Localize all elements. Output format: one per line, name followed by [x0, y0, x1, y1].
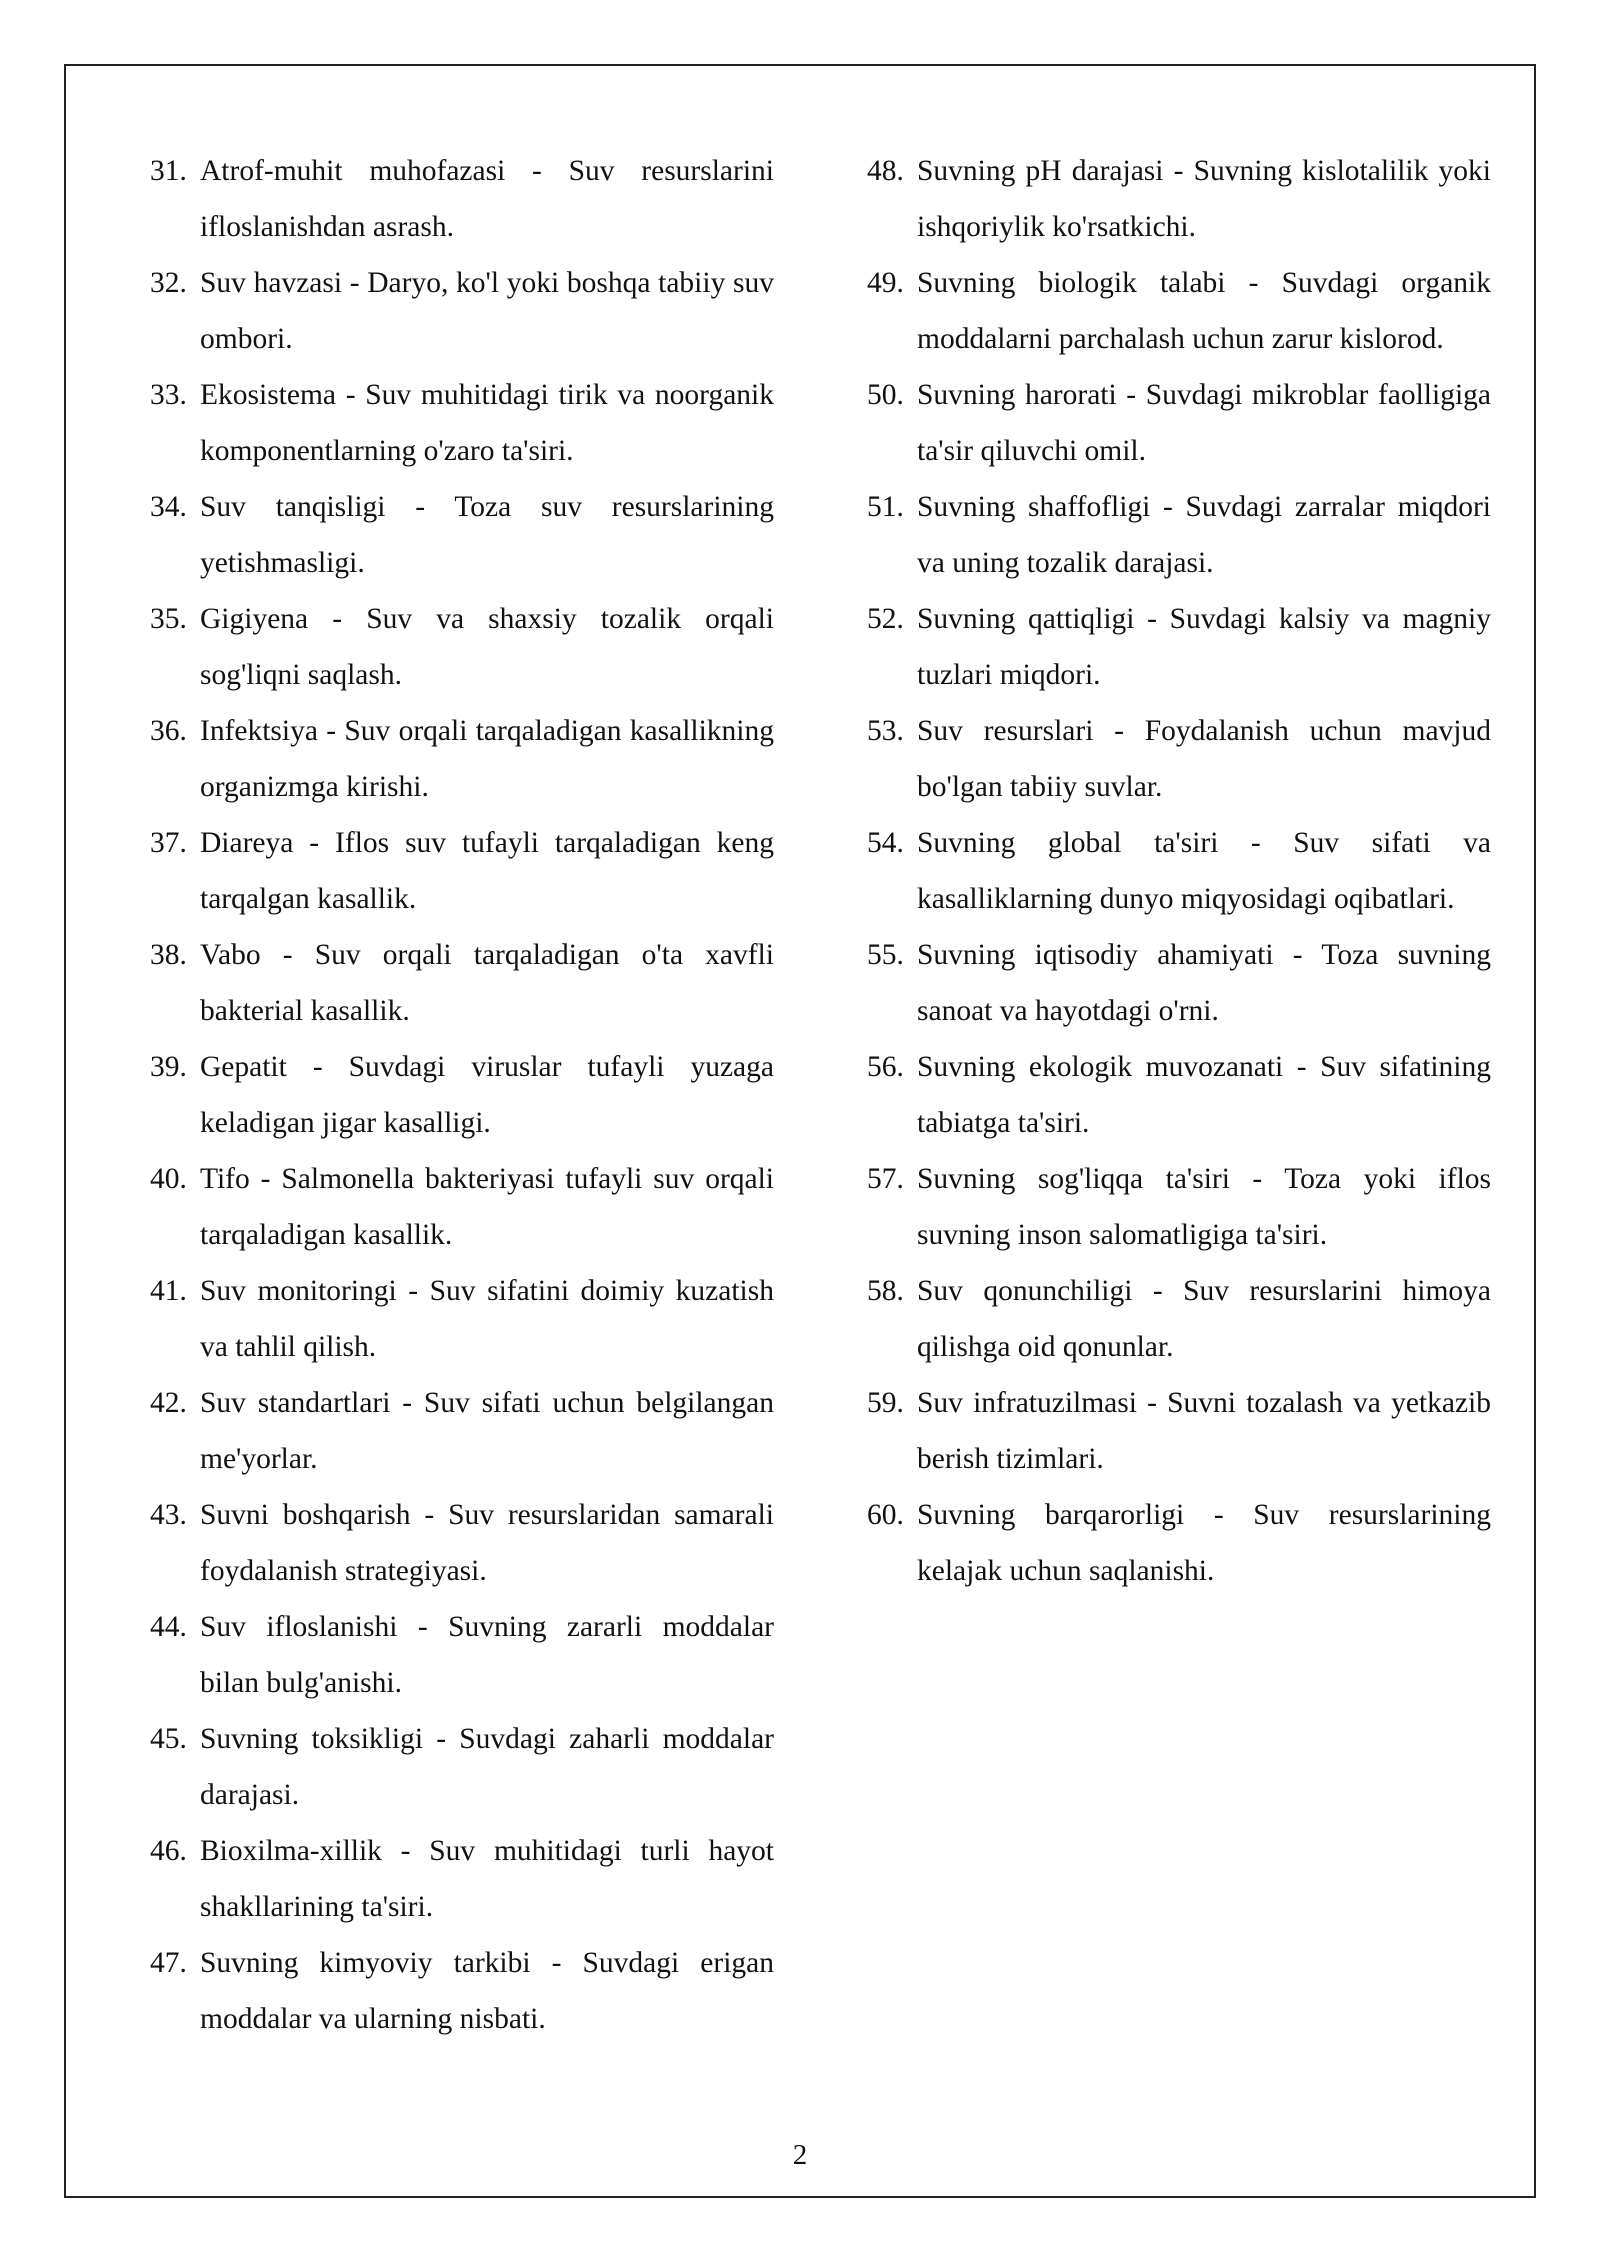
item-text: Suv standartlari - Suv sifati uchun belgilangan me'yorlar. [200, 1387, 774, 1475]
list-item [150, 1935, 774, 2047]
item-number: 36. [150, 715, 187, 747]
item-number: 40. [150, 1163, 187, 1195]
list-item [150, 703, 774, 815]
item-text: Suvning global ta'siri - Suv sifati va kasalliklarning dunyo miqyosidagi oqibatlari. [917, 827, 1491, 915]
list-item [867, 367, 1491, 479]
item-text: Bioxilma-xillik - Suv muhitidagi turli hayot shakllarining ta'siri. [200, 1835, 774, 1923]
list-item [867, 1151, 1491, 1263]
list-item [150, 1599, 774, 1711]
item-text: Suvning pH darajasi - Suvning kislotalilik yoki ishqoriylik ko'rsatkichi. [917, 155, 1491, 243]
list-item [150, 479, 774, 591]
item-text: Suvning iqtisodiy ahamiyati - Toza suvning sanoat va hayotdagi o'rni. [917, 939, 1491, 1027]
item-text: Vabo - Suv orqali tarqaladigan o'ta xavfli bakterial kasallik. [200, 939, 774, 1027]
item-text: Suvning sog'liqqa ta'siri - Toza yoki iflos suvning inson salomatligiga ta'siri. [917, 1163, 1491, 1251]
item-number: 38. [150, 939, 187, 971]
item-number: 51. [867, 491, 904, 523]
list-item [150, 815, 774, 927]
item-text: Infektsiya - Suv orqali tarqaladigan kasallikning organizmga kirishi. [200, 715, 774, 803]
item-number: 48. [867, 155, 904, 187]
item-text: Tifo - Salmonella bakteriyasi tufayli suv orqali tarqaladigan kasallik. [200, 1163, 774, 1251]
item-text: Suvning shaffofligi - Suvdagi zarralar miqdori va uning tozalik darajasi. [917, 491, 1491, 579]
item-number: 60. [867, 1499, 904, 1531]
item-number: 58. [867, 1275, 904, 1307]
item-text: Suvning qattiqligi - Suvdagi kalsiy va magniy tuzlari miqdori. [917, 603, 1491, 691]
item-number: 57. [867, 1163, 904, 1195]
list-item [150, 1263, 774, 1375]
item-number: 46. [150, 1835, 187, 1867]
item-text: Suvni boshqarish - Suv resurslaridan samarali foydalanish strategiyasi. [200, 1499, 774, 1587]
list-item [150, 1151, 774, 1263]
item-text: Suvning harorati - Suvdagi mikroblar faolligiga ta'sir qiluvchi omil. [917, 379, 1491, 467]
item-number: 33. [150, 379, 187, 411]
item-number: 54. [867, 827, 904, 859]
list-item [150, 1823, 774, 1935]
left-column-list [150, 143, 774, 2047]
item-number: 45. [150, 1723, 187, 1755]
item-text: Suvning toksikligi - Suvdagi zaharli moddalar darajasi. [200, 1723, 774, 1811]
item-number: 47. [150, 1947, 187, 1979]
list-item [867, 815, 1491, 927]
list-item [867, 255, 1491, 367]
item-number: 44. [150, 1611, 187, 1643]
item-number: 39. [150, 1051, 187, 1083]
list-item [150, 143, 774, 255]
item-text: Ekosistema - Suv muhitidagi tirik va noorganik komponentlarning o'zaro ta'siri. [200, 379, 774, 467]
item-number: 53. [867, 715, 904, 747]
item-number: 42. [150, 1387, 187, 1419]
item-number: 35. [150, 603, 187, 635]
item-text: Gepatit - Suvdagi viruslar tufayli yuzaga keladigan jigar kasalligi. [200, 1051, 774, 1139]
item-number: 59. [867, 1387, 904, 1419]
list-item [150, 927, 774, 1039]
item-text: Suvning kimyoviy tarkibi - Suvdagi erigan moddalar va ularning nisbati. [200, 1947, 774, 2035]
list-item [867, 591, 1491, 703]
item-number: 56. [867, 1051, 904, 1083]
item-text: Suv tanqisligi - Toza suv resurslarining yetishmasligi. [200, 491, 774, 579]
list-item [867, 479, 1491, 591]
list-item [867, 1487, 1491, 1599]
list-item [150, 1711, 774, 1823]
item-number: 41. [150, 1275, 187, 1307]
item-text: Suv havzasi - Daryo, ko'l yoki boshqa tabiiy suv ombori. [200, 267, 774, 355]
item-text: Suv resurslari - Foydalanish uchun mavjud bo'lgan tabiiy suvlar. [917, 715, 1491, 803]
list-item [150, 255, 774, 367]
item-number: 43. [150, 1499, 187, 1531]
item-text: Suvning biologik talabi - Suvdagi organik moddalarni parchalash uchun zarur kislorod. [917, 267, 1491, 355]
item-text: Diareya - Iflos suv tufayli tarqaladigan keng tarqalgan kasallik. [200, 827, 774, 915]
item-text: Suv qonunchiligi - Suv resurslarini himoya qilishga oid qonunlar. [917, 1275, 1491, 1363]
list-item [150, 367, 774, 479]
list-item [867, 1375, 1491, 1487]
item-number: 50. [867, 379, 904, 411]
item-number: 34. [150, 491, 187, 523]
item-text: Suv ifloslanishi - Suvning zararli moddalar bilan bulg'anishi. [200, 1611, 774, 1699]
list-item [867, 703, 1491, 815]
list-item [867, 143, 1491, 255]
page-number: 2 [792, 2139, 808, 2171]
item-number: 55. [867, 939, 904, 971]
item-number: 31. [150, 155, 187, 187]
item-text: Gigiyena - Suv va shaxsiy tozalik orqali sog'liqni saqlash. [200, 603, 774, 691]
list-item [150, 1375, 774, 1487]
list-item [867, 1039, 1491, 1151]
list-item [150, 1039, 774, 1151]
item-text: Suvning ekologik muvozanati - Suv sifatining tabiatga ta'siri. [917, 1051, 1491, 1139]
right-column-list [867, 143, 1491, 1599]
item-number: 52. [867, 603, 904, 635]
item-number: 32. [150, 267, 187, 299]
list-item [867, 1263, 1491, 1375]
list-item [867, 927, 1491, 1039]
item-text: Suvning barqarorligi - Suv resurslarining kelajak uchun saqlanishi. [917, 1499, 1491, 1587]
item-text: Atrof-muhit muhofazasi - Suv resurslarini ifloslanishdan asrash. [200, 155, 774, 243]
list-item [150, 591, 774, 703]
item-number: 49. [867, 267, 904, 299]
item-text: Suv monitoringi - Suv sifatini doimiy kuzatish va tahlil qilish. [200, 1275, 774, 1363]
item-number: 37. [150, 827, 187, 859]
item-text: Suv infratuzilmasi - Suvni tozalash va yetkazib berish tizimlari. [917, 1387, 1491, 1475]
list-item [150, 1487, 774, 1599]
